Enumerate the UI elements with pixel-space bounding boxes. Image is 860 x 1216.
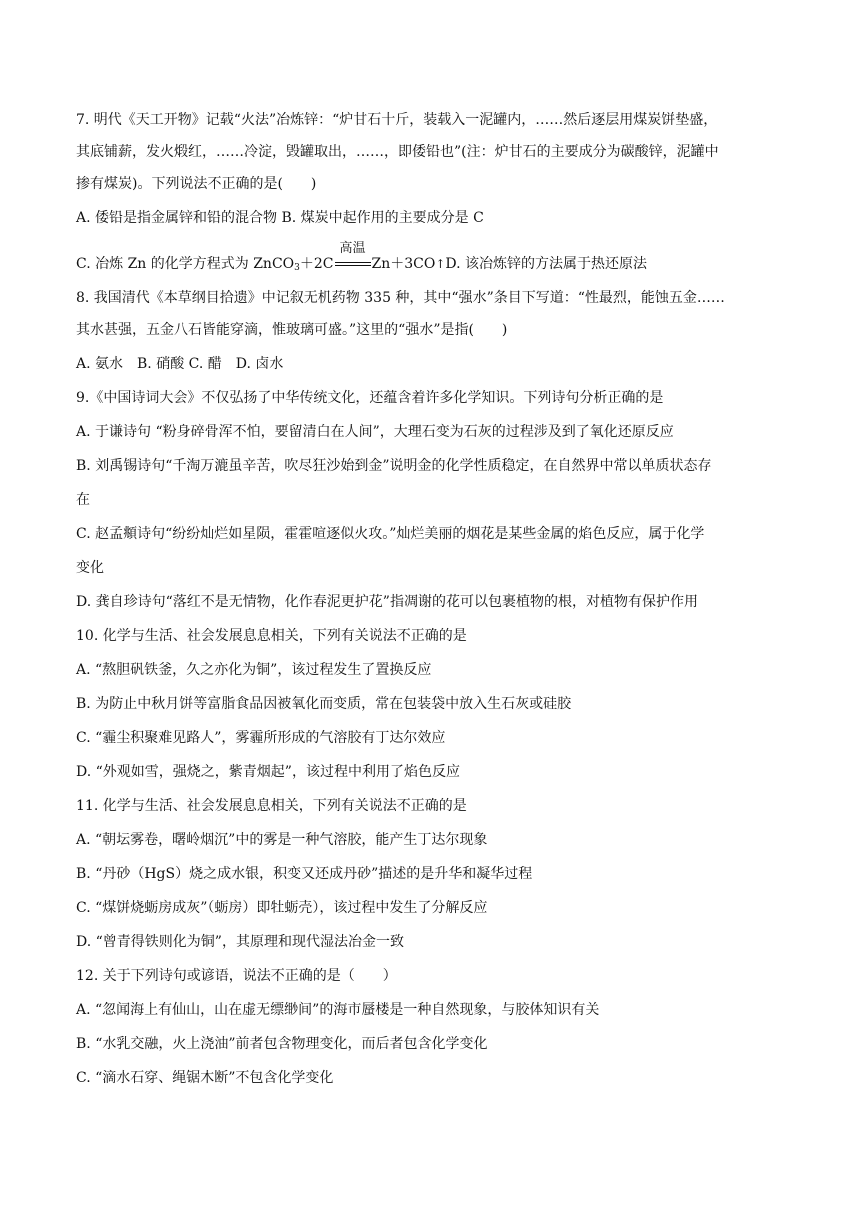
q7-stem-line1: 7. 明代《天工开物》记载“火法”冶炼锌：“炉甘石十斤，装载入一泥罐内，……然后逐层用煤炭饼垫盛， xyxy=(76,112,718,128)
q10-option-b: B. 为防止中秋月饼等富脂食品因被氧化而变质，常在包装袋中放入生石灰或硅胶 xyxy=(76,696,572,712)
reaction-condition-label: 高温 xyxy=(339,241,366,256)
q8-options: A. 氨水 B. 硝酸 C. 醋 D. 卤水 xyxy=(76,356,284,372)
q8-stem-line1: 8. 我国清代《本草纲目拾遗》中记叙无机药物 335 种，其中“强水”条目下写道：“性最烈，能蚀五金…… xyxy=(76,290,725,306)
q7-option-c-mid: ＋2C xyxy=(299,256,334,272)
q7-option-cd xyxy=(76,241,648,274)
q10-option-c: C. “霾尘积聚难见路人”，雾霾所形成的气溶胶有丁达尔效应 xyxy=(76,730,446,746)
q9-option-c-line2: 变化 xyxy=(76,560,104,576)
q7-stem-line3: 掺有煤炭)。下列说法不正确的是( ) xyxy=(76,176,317,192)
q7-option-d: D. 该冶炼锌的方法属于热还原法 xyxy=(445,256,648,272)
q9-option-b-line2: 在 xyxy=(76,492,90,508)
q9-option-c-line1: C. 赵孟頫诗句“纷纷灿烂如星陨，霍霍喧逐似火攻。”灿烂美丽的烟花是某些金属的焰色反应，属于化学 xyxy=(76,526,705,542)
q7-option-c-prefix: C. 冶炼 Zn 的化学方程式为 ZnCO xyxy=(76,256,295,272)
q10-stem: 10. 化学与生活、社会发展息息相关，下列有关说法不正确的是 xyxy=(76,628,467,644)
q10-option-d: D. “外观如雪，强烧之，紫青烟起”，该过程中利用了焰色反应 xyxy=(76,764,460,780)
gas-up-arrow-icon: ↑ xyxy=(435,257,446,271)
q11-option-c: C. “煤饼烧蛎房成灰”（蛎房）即牡蛎壳），该过程中发生了分解反应 xyxy=(76,900,488,916)
q7-option-c-products: Zn＋3CO xyxy=(371,256,436,272)
q12-stem: 12. 关于下列诗句或谚语，说法不正确的是（ ） xyxy=(76,968,397,984)
q11-option-d: D. “曾青得铁则化为铜”，其原理和现代湿法冶金一致 xyxy=(76,934,404,950)
q11-stem: 11. 化学与生活、社会发展息息相关，下列有关说法不正确的是 xyxy=(76,798,467,814)
q12-option-c: C. “滴水石穿、绳锯木断”不包含化学变化 xyxy=(76,1070,334,1086)
q12-option-a: A. “忽闻海上有仙山，山在虚无缥缈间”的海市蜃楼是一种自然现象，与胶体知识有关 xyxy=(76,1002,600,1018)
q9-option-d: D. 龚自珍诗句“落红不是无情物，化作春泥更护花”指凋谢的花可以包裹植物的根，对植物有保护作用 xyxy=(76,594,698,610)
q7-option-ab: A. 倭铅是指金属锌和铅的混合物 B. 煤炭中起作用的主要成分是 C xyxy=(76,210,484,226)
q11-option-b: B. “丹砂（HgS）烧之成水银，积变又还成丹砂”描述的是升华和凝华过程 xyxy=(76,866,533,882)
q9-stem: 9.《中国诗词大会》不仅弘扬了中华传统文化，还蕴含着许多化学知识。下列诗句分析正确的是 xyxy=(76,390,664,406)
q9-option-b-line1: B. 刘禹锡诗句“千淘万漉虽辛苦，吹尽狂沙始到金”说明金的化学性质稳定，在自然界中常以单质状态存 xyxy=(76,458,712,474)
double-line-equals-sign xyxy=(335,262,371,266)
reaction-condition-equals xyxy=(334,241,372,274)
q11-option-a: A. “朝坛雾卷，曙岭烟沉”中的雾是一种气溶胶，能产生丁达尔现象 xyxy=(76,832,488,848)
q10-option-a: A. “熬胆矾铁釜，久之亦化为铜”，该过程发生了置换反应 xyxy=(76,662,432,678)
q9-option-a: A. 于谦诗句 “粉身碎骨浑不怕，要留清白在人间”，大理石变为石灰的过程涉及到了氧化还原反应 xyxy=(76,424,674,440)
q8-stem-line2: 其水甚强，五金八石皆能穿滴，惟玻璃可盛。”这里的“强水”是指( ) xyxy=(76,322,508,338)
q7-option-c-subscript: 3 xyxy=(294,263,300,273)
q7-stem-line2: 其底铺薪，发火煅红，……冷淀，毁罐取出，……，即倭铅也”(注：炉甘石的主要成分为碳酸锌，泥罐中 xyxy=(76,144,719,160)
q12-option-b: B. “水乳交融，火上浇油”前者包含物理变化，而后者包含化学变化 xyxy=(76,1036,488,1052)
